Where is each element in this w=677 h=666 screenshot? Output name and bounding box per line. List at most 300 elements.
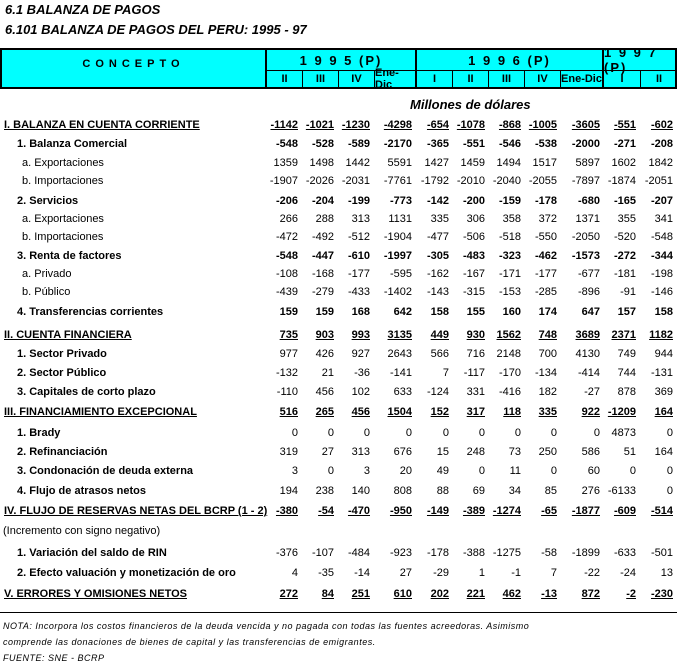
value-cell: 2148 [496, 348, 521, 360]
value-cell: -230 [650, 588, 673, 600]
value-cell: 5897 [575, 157, 600, 169]
value-cell: -323 [498, 250, 521, 262]
value-cell: -206 [275, 195, 298, 207]
table-row [0, 250, 677, 268]
value-cell: -896 [577, 286, 600, 298]
value-cell: 2371 [611, 329, 636, 341]
value-cell: 0 [666, 485, 673, 497]
row-label: V. ERRORES Y OMISIONES NETOS [4, 588, 187, 600]
value-cell: 160 [502, 306, 521, 318]
table-row [0, 286, 677, 304]
value-cell: -204 [311, 195, 334, 207]
value-cell: 265 [315, 406, 334, 418]
value-cell: 1371 [575, 213, 600, 225]
value-cell: 102 [351, 386, 370, 398]
value-cell: -548 [650, 231, 673, 243]
value-cell: 1427 [424, 157, 449, 169]
value-cell: -271 [613, 138, 636, 150]
row-label: a. Exportaciones [22, 157, 104, 169]
value-cell: 335 [538, 406, 557, 418]
value-cell: 4130 [575, 348, 600, 360]
value-cell: -1230 [341, 119, 370, 131]
value-cell: -108 [275, 268, 298, 280]
value-cell: 462 [502, 588, 521, 600]
value-cell: -1274 [492, 505, 521, 517]
value-cell: -134 [534, 367, 557, 379]
table-row [0, 427, 677, 445]
value-cell: -1877 [571, 505, 600, 517]
note-text-continued: comprende las donaciones de bienes de capital y las transferencias de emigrantes. [3, 637, 376, 647]
value-cell: -131 [650, 367, 673, 379]
row-label: 2. Sector Público [17, 367, 107, 379]
table-row [0, 547, 677, 565]
period-header: III [489, 71, 525, 87]
value-cell: 878 [617, 386, 636, 398]
value-cell: -198 [650, 268, 673, 280]
value-cell: 194 [279, 485, 298, 497]
value-cell: -462 [534, 250, 557, 262]
units-label: Millones de dólares [410, 97, 531, 112]
value-cell: -2050 [571, 231, 600, 243]
row-label: 2. Servicios [17, 195, 79, 207]
value-cell: -376 [275, 547, 298, 559]
value-cell: 20 [399, 465, 412, 477]
table-title: 6.101 BALANZA DE PAGOS DEL PERU: 1995 - 97 [5, 22, 307, 37]
value-cell: -27 [584, 386, 600, 398]
table-row [0, 329, 677, 347]
value-cell: 69 [472, 485, 485, 497]
value-cell: 1442 [345, 157, 370, 169]
value-cell: 238 [315, 485, 334, 497]
value-cell: -477 [426, 231, 449, 243]
value-cell: 1494 [496, 157, 521, 169]
value-cell: 927 [351, 348, 370, 360]
value-cell: -305 [426, 250, 449, 262]
value-cell: -546 [498, 138, 521, 150]
value-cell: 0 [666, 465, 673, 477]
row-label: 3. Condonación de deuda externa [17, 465, 194, 477]
value-cell: 3135 [387, 329, 412, 341]
value-cell: -380 [275, 505, 298, 517]
value-cell: -538 [534, 138, 557, 150]
value-cell: -58 [541, 547, 557, 559]
value-cell: -117 [463, 367, 485, 379]
value-cell: -520 [613, 231, 636, 243]
row-label: 1. Sector Privado [17, 348, 107, 360]
value-cell: -162 [426, 268, 449, 280]
table-bottom-rule [0, 612, 677, 613]
value-cell: -433 [347, 286, 370, 298]
value-cell: 34 [508, 485, 521, 497]
value-cell: 700 [538, 348, 557, 360]
period-header: IV [339, 71, 375, 87]
value-cell: 251 [351, 588, 370, 600]
value-cell: 306 [466, 213, 485, 225]
row-label: 2. Refinanciación [17, 446, 108, 458]
value-cell: -414 [577, 367, 600, 379]
value-cell: -143 [426, 286, 449, 298]
value-cell: 610 [393, 588, 412, 600]
value-cell: 0 [327, 427, 334, 439]
year-header-1995: 1 9 9 5 (P) [267, 50, 417, 71]
value-cell: 248 [466, 446, 485, 458]
value-cell: 4873 [611, 427, 636, 439]
value-cell: 0 [593, 427, 600, 439]
value-cell: -153 [498, 286, 521, 298]
value-cell: -550 [534, 231, 557, 243]
value-cell: 633 [393, 386, 412, 398]
row-label: b. Importaciones [22, 175, 104, 187]
value-cell: -344 [650, 250, 673, 262]
value-cell: -388 [462, 547, 485, 559]
value-cell: -484 [347, 547, 370, 559]
value-cell: -141 [389, 367, 412, 379]
value-cell: -1899 [571, 547, 600, 559]
row-label: 1. Variación del saldo de RIN [17, 547, 167, 559]
value-cell: 426 [315, 348, 334, 360]
period-header: II [655, 73, 663, 85]
value-cell: 647 [581, 306, 600, 318]
value-cell: 449 [430, 329, 449, 341]
value-cell: -167 [462, 268, 485, 280]
table-row [0, 485, 677, 503]
value-cell: -65 [541, 505, 557, 517]
row-label: (Incremento con signo negativo) [3, 525, 161, 537]
value-cell: -200 [462, 195, 485, 207]
value-cell: 922 [581, 406, 600, 418]
value-cell: -2 [626, 588, 636, 600]
value-cell: 4 [291, 567, 298, 579]
year-header-1996: 1 9 9 6 (P) [417, 50, 604, 71]
value-cell: 313 [351, 446, 370, 458]
value-cell: -22 [584, 567, 600, 579]
value-cell: -315 [462, 286, 485, 298]
value-cell: 13 [660, 567, 673, 579]
value-cell: -1021 [305, 119, 334, 131]
value-cell: -548 [275, 138, 298, 150]
value-cell: -602 [650, 119, 673, 131]
value-cell: 140 [351, 485, 370, 497]
value-cell: -501 [650, 547, 673, 559]
value-cell: -1209 [607, 406, 636, 418]
value-cell: -2026 [305, 175, 334, 187]
value-cell: 164 [654, 406, 673, 418]
value-cell: 1359 [273, 157, 298, 169]
period-header: I [604, 71, 641, 87]
value-cell: 21 [321, 367, 334, 379]
value-cell: 2643 [387, 348, 412, 360]
value-cell: 276 [581, 485, 600, 497]
value-cell: 158 [654, 306, 673, 318]
value-cell: 27 [321, 446, 334, 458]
value-cell: 0 [442, 427, 449, 439]
value-cell: 369 [654, 386, 673, 398]
table-row [0, 306, 677, 324]
value-cell: -365 [426, 138, 449, 150]
value-cell: 1182 [649, 329, 673, 341]
value-cell: 0 [550, 465, 557, 477]
value-cell: -178 [426, 547, 449, 559]
section-title: 6.1 BALANZA DE PAGOS [5, 2, 161, 17]
value-cell: 335 [430, 213, 449, 225]
value-cell: -1402 [383, 286, 412, 298]
value-cell: -470 [347, 505, 370, 517]
value-cell: -609 [613, 505, 636, 517]
value-cell: -548 [275, 250, 298, 262]
value-cell: 1 [478, 567, 485, 579]
value-cell: 331 [466, 386, 485, 398]
period-header: II [267, 71, 303, 87]
value-cell: 51 [623, 446, 636, 458]
value-cell: 85 [544, 485, 557, 497]
value-cell: 7 [550, 567, 557, 579]
value-cell: -4298 [383, 119, 412, 131]
value-cell: 1562 [496, 329, 521, 341]
value-cell: 182 [538, 386, 557, 398]
value-cell: -633 [613, 547, 636, 559]
value-cell: 118 [503, 406, 521, 418]
value-cell: -868 [498, 119, 521, 131]
value-cell: -2051 [644, 175, 673, 187]
value-cell: 3689 [575, 329, 600, 341]
value-cell: 221 [466, 588, 485, 600]
value-cell: 313 [351, 213, 370, 225]
value-cell: 676 [393, 446, 412, 458]
value-cell: 174 [538, 306, 557, 318]
value-cell: 355 [617, 213, 636, 225]
value-cell: -506 [462, 231, 485, 243]
value-cell: -110 [276, 386, 298, 398]
value-cell: -279 [311, 286, 334, 298]
value-cell: 5591 [387, 157, 412, 169]
value-cell: -472 [275, 231, 298, 243]
source-text: FUENTE: SNE - BCRP [3, 653, 105, 663]
value-cell: 716 [466, 348, 485, 360]
value-cell: -1142 [270, 119, 298, 131]
value-cell: 15 [436, 446, 449, 458]
value-cell: 456 [315, 386, 334, 398]
value-cell: 808 [393, 485, 412, 497]
table-row [0, 367, 677, 385]
row-label: 4. Transferencias corrientes [17, 306, 164, 318]
value-cell: 744 [617, 367, 636, 379]
period-header: Ene-Dic [375, 71, 417, 87]
value-cell: -54 [318, 505, 334, 517]
value-cell: 1504 [387, 406, 412, 418]
table-row [0, 195, 677, 213]
value-cell: -551 [462, 138, 485, 150]
value-cell: -492 [311, 231, 334, 243]
value-cell: 1602 [611, 157, 636, 169]
value-cell: -2000 [571, 138, 600, 150]
value-cell: -7897 [571, 175, 600, 187]
value-cell: 202 [430, 588, 449, 600]
row-label: I. BALANZA EN CUENTA CORRIENTE [4, 119, 200, 131]
table-row [0, 386, 677, 404]
value-cell: 7 [442, 367, 449, 379]
table-row [0, 465, 677, 483]
value-cell: -285 [534, 286, 557, 298]
value-cell: -124 [426, 386, 449, 398]
value-cell: -35 [318, 567, 334, 579]
value-cell: 993 [351, 329, 370, 341]
table-row [0, 213, 677, 231]
row-label: II. CUENTA FINANCIERA [4, 329, 132, 341]
period-header: IV [525, 71, 561, 87]
value-cell: -3605 [571, 119, 600, 131]
value-cell: -2040 [492, 175, 521, 187]
value-cell: 288 [315, 213, 334, 225]
period-header: II [453, 71, 489, 87]
value-cell: 3 [363, 465, 370, 477]
value-cell: -1078 [456, 119, 485, 131]
value-cell: 1517 [532, 157, 557, 169]
period-header: Ene-Dic [561, 71, 604, 87]
value-cell: -589 [347, 138, 370, 150]
table-row [0, 505, 677, 523]
value-cell: 272 [279, 588, 298, 600]
table-row [0, 175, 677, 193]
value-cell: 159 [279, 306, 298, 318]
value-cell: -389 [462, 505, 485, 517]
value-cell: 735 [279, 329, 298, 341]
concept-header: CONCEPTO [2, 50, 267, 87]
value-cell: -528 [311, 138, 334, 150]
value-cell: 159 [315, 306, 334, 318]
row-label: a. Privado [22, 268, 72, 280]
value-cell: 0 [478, 465, 485, 477]
value-cell: -2170 [383, 138, 412, 150]
table-row [0, 231, 677, 249]
value-cell: -1792 [420, 175, 449, 187]
row-label: a. Exportaciones [22, 213, 104, 225]
value-cell: 748 [538, 329, 557, 341]
row-label: b. Público [22, 286, 71, 298]
value-cell: 88 [436, 485, 449, 497]
value-cell: -680 [577, 195, 600, 207]
table-header [0, 45, 677, 91]
value-cell: 27 [399, 567, 412, 579]
value-cell: 566 [430, 348, 449, 360]
value-cell: 155 [466, 306, 485, 318]
value-cell: 341 [654, 213, 673, 225]
value-cell: 749 [617, 348, 636, 360]
value-cell: -272 [613, 250, 636, 262]
value-cell: 372 [538, 213, 557, 225]
value-cell: -91 [620, 286, 636, 298]
value-cell: -142 [426, 195, 449, 207]
row-label: 1. Brady [17, 427, 61, 439]
value-cell: -170 [498, 367, 521, 379]
value-cell: -447 [311, 250, 334, 262]
value-cell: -483 [462, 250, 485, 262]
value-cell: -773 [389, 195, 412, 207]
value-cell: 1131 [388, 213, 412, 225]
table-row [0, 119, 677, 137]
value-cell: 358 [502, 213, 521, 225]
value-cell: 266 [279, 213, 298, 225]
row-label: 2. Efecto valuación y monetización de oro [17, 567, 236, 579]
value-cell: -551 [613, 119, 636, 131]
value-cell: -1275 [492, 547, 521, 559]
value-cell: -610 [347, 250, 370, 262]
value-cell: -165 [613, 195, 636, 207]
value-cell: 3 [291, 465, 298, 477]
value-cell: -439 [275, 286, 298, 298]
value-cell: -149 [426, 505, 449, 517]
row-label: 4. Flujo de atrasos netos [17, 485, 146, 497]
table-row [0, 588, 677, 606]
value-cell: 903 [315, 329, 334, 341]
value-cell: 0 [327, 465, 334, 477]
value-cell: -2031 [341, 175, 370, 187]
value-cell: -1907 [269, 175, 298, 187]
value-cell: -416 [498, 386, 521, 398]
value-cell: 1459 [460, 157, 485, 169]
value-cell: 319 [279, 446, 298, 458]
value-cell: 944 [654, 348, 673, 360]
value-cell: -13 [541, 588, 557, 600]
value-cell: -29 [433, 567, 449, 579]
value-cell: -677 [577, 268, 600, 280]
year-header-1997: 1 9 9 7 (P) [604, 50, 677, 71]
value-cell: -14 [354, 567, 370, 579]
value-cell: -923 [389, 547, 412, 559]
value-cell: 0 [363, 427, 370, 439]
row-label: 1. Balanza Comercial [17, 138, 128, 150]
value-cell: 586 [581, 446, 600, 458]
value-cell: -1 [511, 567, 521, 579]
row-label: 3. Renta de factores [17, 250, 122, 262]
value-cell: 0 [666, 427, 673, 439]
value-cell: -181 [613, 268, 636, 280]
period-header: I [417, 71, 453, 87]
value-cell: -654 [426, 119, 449, 131]
value-cell: -1874 [607, 175, 636, 187]
value-cell: 0 [478, 427, 485, 439]
value-cell: -24 [620, 567, 636, 579]
table-row [0, 567, 677, 585]
value-cell: -208 [650, 138, 673, 150]
value-cell: -178 [534, 195, 557, 207]
value-cell: -177 [534, 268, 557, 280]
value-cell: -159 [498, 195, 521, 207]
value-cell: -36 [354, 367, 370, 379]
value-cell: -1573 [571, 250, 600, 262]
value-cell: 164 [654, 446, 673, 458]
value-cell: 977 [279, 348, 298, 360]
value-cell: 11 [509, 465, 521, 477]
value-cell: -177 [347, 268, 370, 280]
row-label: 3. Capitales de corto plazo [17, 386, 156, 398]
value-cell: -1904 [383, 231, 412, 243]
table-row [0, 446, 677, 464]
value-cell: -512 [347, 231, 370, 243]
table-row [0, 157, 677, 175]
value-cell: 250 [538, 446, 557, 458]
value-cell: 1498 [309, 157, 334, 169]
value-cell: 0 [514, 427, 521, 439]
value-cell: -7761 [383, 175, 412, 187]
value-cell: 1842 [648, 157, 673, 169]
row-label: III. FINANCIAMIENTO EXCEPCIONAL [4, 406, 197, 418]
table-row [0, 406, 677, 424]
value-cell: 317 [466, 406, 485, 418]
value-cell: 73 [508, 446, 521, 458]
value-cell: 60 [587, 465, 600, 477]
value-cell: 930 [466, 329, 485, 341]
row-label: IV. FLUJO DE RESERVAS NETAS DEL BCRP (1 - 2) [4, 505, 268, 517]
